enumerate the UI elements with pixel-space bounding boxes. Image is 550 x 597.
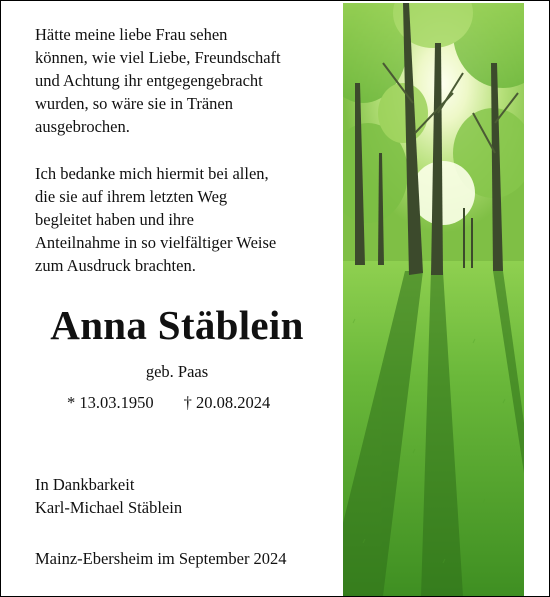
- signature-block: [35, 473, 335, 519]
- signature-line: In Dankbarkeit: [35, 475, 135, 494]
- poem-line: können, wie viel Liebe, Freundschaft: [35, 48, 281, 67]
- poem-paragraph: [35, 23, 335, 138]
- signature-line: Karl-Michael Stäblein: [35, 498, 183, 517]
- gratitude-line: die sie auf ihrem letzten Weg: [35, 187, 228, 206]
- poem-line: ausgebrochen.: [35, 117, 130, 136]
- park-scene: [343, 3, 524, 596]
- place-date: Mainz-Ebersheim im September 2024: [35, 549, 287, 568]
- maiden-name: geb. Paas: [145, 362, 209, 381]
- life-dates: [67, 393, 270, 413]
- gratitude-line: begleitet haben und ihre: [35, 210, 194, 229]
- poem-line: und Achtung ihr entgegengebracht: [35, 71, 263, 90]
- gratitude-line: Anteilnahme in so vielfältiger Weise: [35, 233, 277, 252]
- birth-date: * 13.03.1950: [67, 393, 154, 412]
- gratitude-line: zum Ausdruck brachten.: [35, 256, 196, 275]
- park-trees-image: [343, 3, 524, 596]
- text-column: [1, 1, 343, 596]
- sun-glow: [411, 161, 475, 225]
- poem-line: wurden, so wäre sie in Tränen: [35, 94, 233, 113]
- death-date: † 20.08.2024: [183, 393, 271, 412]
- gratitude-paragraph: [35, 162, 335, 277]
- poem-line: Hätte meine liebe Frau sehen: [35, 25, 228, 44]
- gratitude-line: Ich bedanke mich hiermit bei allen,: [35, 164, 269, 183]
- deceased-name: Anna Stäblein: [50, 302, 304, 348]
